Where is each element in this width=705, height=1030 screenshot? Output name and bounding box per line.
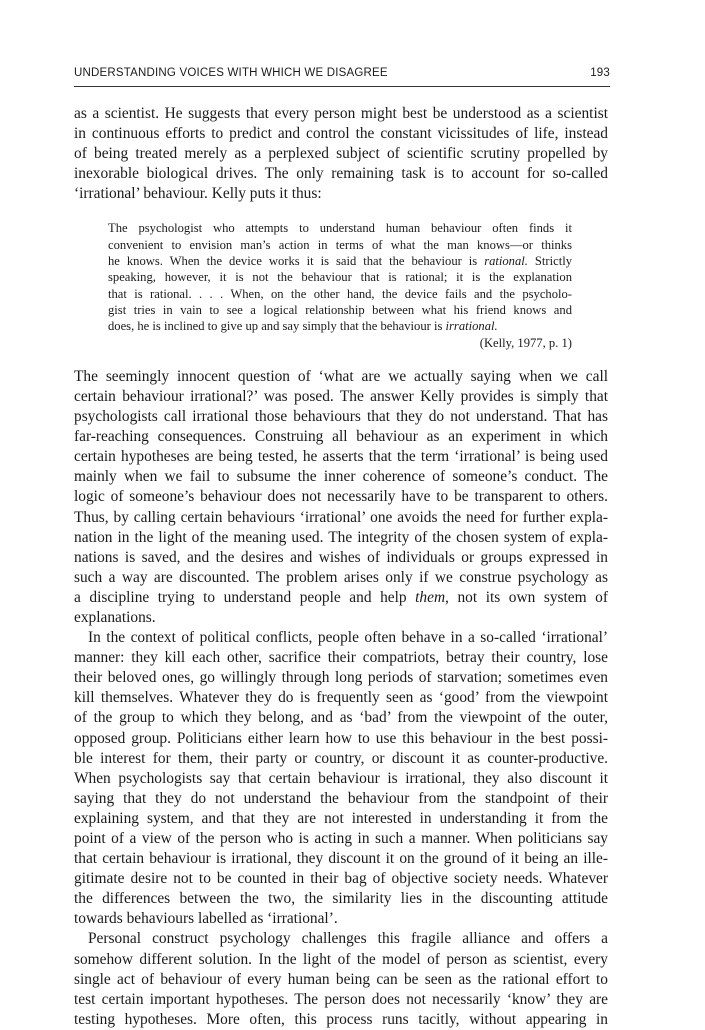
text-line: ‘irrational’ behaviour. Kelly puts it thus:	[74, 185, 322, 203]
text-line: ble interest for them, their party or country, or discount it as counter-productive.	[74, 749, 608, 767]
text-line: The seemingly innocent question of ‘what are we actually saying when we call	[74, 367, 608, 385]
text-line: of the group to which they belong, and as ‘bad’ from the viewpoint of the outer,	[74, 709, 608, 727]
text-line: somehow different solution. In the light of the model of person as scientist, every	[74, 950, 608, 968]
running-title: UNDERSTANDING VOICES WITH WHICH WE DISAGREE	[74, 67, 388, 79]
text-line: nation in the light of the meaning used. The integrity of the chosen system of expla-	[74, 528, 608, 546]
text-line: inexorable biological drives. The only remaining task is to account for so-called	[74, 165, 608, 183]
paragraph-4	[74, 929, 608, 1029]
quote-line: speaking, however, it is not the behaviour that is rational; it is the explanation	[108, 270, 572, 285]
text-line: mainly when we fail to subsume the inner coherence of someone’s conduct. The	[74, 468, 608, 486]
text-line: that certain behaviour is irrational, they discount it on the ground of it being an ille-	[74, 850, 608, 868]
text-line: a discipline trying to understand people and help them, not its own system of	[74, 588, 608, 606]
quote-line: he knows. When the device works it is said that the behaviour is rational. Strictly	[108, 254, 572, 269]
text-line: single act of behaviour of every human being can be seen as the rational effort to	[74, 970, 608, 988]
block-quote	[108, 220, 572, 350]
text-line: explanations.	[74, 608, 156, 626]
body-text	[74, 104, 608, 1030]
text-line: explaining system, and that they are not interested in understanding it from the	[74, 809, 608, 827]
text-line: such a way are discounted. The problem arises only if we construe psychology as	[74, 568, 608, 586]
text-line: of being treated merely as a perplexed subject of scientific scrutiny propelled by	[74, 145, 608, 163]
text-line: towards behaviours labelled as ‘irrational’.	[74, 910, 338, 928]
text-line: saying that they do not understand the behaviour from the standpoint of their	[74, 789, 608, 807]
text-line: certain behaviour irrational?’ was posed. The answer Kelly provides is simply that	[74, 387, 608, 405]
text-line: In the context of political conflicts, people often behave in a so-called ‘irrational’	[88, 629, 608, 647]
quote-citation: (Kelly, 1977, p. 1)	[479, 335, 572, 350]
text-line: When psychologists say that certain behaviour is irrational, they also discount it	[74, 769, 608, 787]
text-line: their beloved ones, go willingly through long periods of starvation; sometimes even	[74, 669, 608, 687]
text-line: logic of someone’s behaviour does not necessarily have to be transparent to others.	[74, 488, 608, 506]
text-line: the differences between the two, the similarity lies in the discounting attitude	[74, 890, 608, 908]
quote-line: that is rational. . . . When, on the other hand, the device fails and the psycholo-	[108, 286, 572, 301]
quote-line: gist tries in vain to see a logical relationship between what his friend knows and	[108, 302, 572, 317]
text-line: gitimate desire not to be counted in their bag of objective society needs. Whatever	[74, 870, 608, 888]
paragraph-1	[74, 104, 608, 204]
text-line: test certain important hypotheses. The person does not necessarily ‘know’ they are	[74, 990, 608, 1008]
quote-line: convenient to envision man’s action in terms of what the man knows—or thinks	[108, 237, 572, 252]
emphasis-rational: rational.	[484, 254, 528, 269]
quote-line: The psychologist who attempts to understand human behaviour often finds it	[108, 221, 572, 236]
text-line: certain hypotheses are being tested, he asserts that the term ‘irrational’ is being used	[74, 448, 608, 466]
text-line: Thus, by calling certain behaviours ‘irrational’ one avoids the need for further expla-	[74, 508, 608, 526]
text-line: nations is saved, and the desires and wishes of individuals or groups expressed in	[74, 548, 608, 566]
text-line: psychologists call irrational those behaviours that they do not understand. That has	[74, 408, 608, 426]
emphasis-irrational: irrational.	[445, 319, 498, 334]
text-line: manner: they kill each other, sacrifice their compatriots, betray their country, lose	[74, 649, 608, 667]
page-number: 193	[590, 67, 610, 79]
text-line: testing hypotheses. More often, this process runs tacitly, without appearing in	[74, 1010, 608, 1028]
text-line: opposed group. Politicians either learn how to use this behaviour in the best possi-	[74, 729, 608, 747]
text-line: kill themselves. Whatever they do is frequently seen as ‘good’ from the viewpoint	[74, 689, 608, 707]
text-line: as a scientist. He suggests that every person might best be understood as a scientist	[74, 105, 608, 122]
text-line: far-reaching consequences. Construing all behaviour as an experiment in which	[74, 428, 608, 446]
paragraph-3	[74, 628, 608, 929]
text-line: in continuous efforts to predict and control the constant vicissitudes of life, instead	[74, 125, 608, 143]
quote-line: does, he is inclined to give up and say simply that the behaviour is irrational.	[108, 319, 498, 334]
paragraph-2	[74, 367, 608, 628]
text-line: point of a view of the person who is acting in such a manner. When politicians say	[74, 830, 608, 847]
text-line: Personal construct psychology challenges this fragile alliance and offers a	[88, 930, 608, 948]
header-rule	[74, 86, 610, 87]
emphasis-them: them,	[415, 588, 449, 606]
